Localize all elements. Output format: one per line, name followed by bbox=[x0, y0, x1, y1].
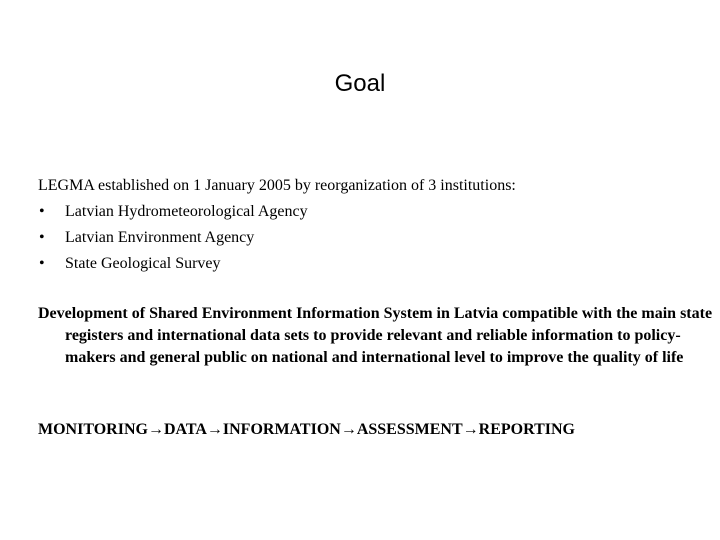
development-statement: Development of Shared Environment Information System in Latvia compatible with the main state registers and international data sets to provide relevant and reliable information to policy-makers and general public on national and international level to improve the quality of life bbox=[38, 305, 713, 366]
slide-title: Goal bbox=[334, 70, 386, 97]
list-item-label: State Geological Survey bbox=[65, 255, 221, 272]
bullet-icon: • bbox=[39, 255, 45, 272]
list-item bbox=[38, 199, 698, 225]
list-item-label: Latvian Environment Agency bbox=[65, 229, 255, 246]
bullet-icon: • bbox=[39, 229, 45, 246]
list-item-label: Latvian Hydrometeorological Agency bbox=[65, 203, 308, 220]
list-item bbox=[38, 225, 698, 251]
list-item bbox=[38, 251, 698, 277]
intro-text: LEGMA established on 1 January 2005 by reorganization of 3 institutions: bbox=[38, 177, 516, 194]
workflow-chain: MONITORING→DATA→INFORMATION→ASSESSMENT→REPORTING bbox=[38, 421, 575, 438]
institution-list bbox=[38, 199, 698, 277]
bullet-icon: • bbox=[39, 203, 45, 220]
